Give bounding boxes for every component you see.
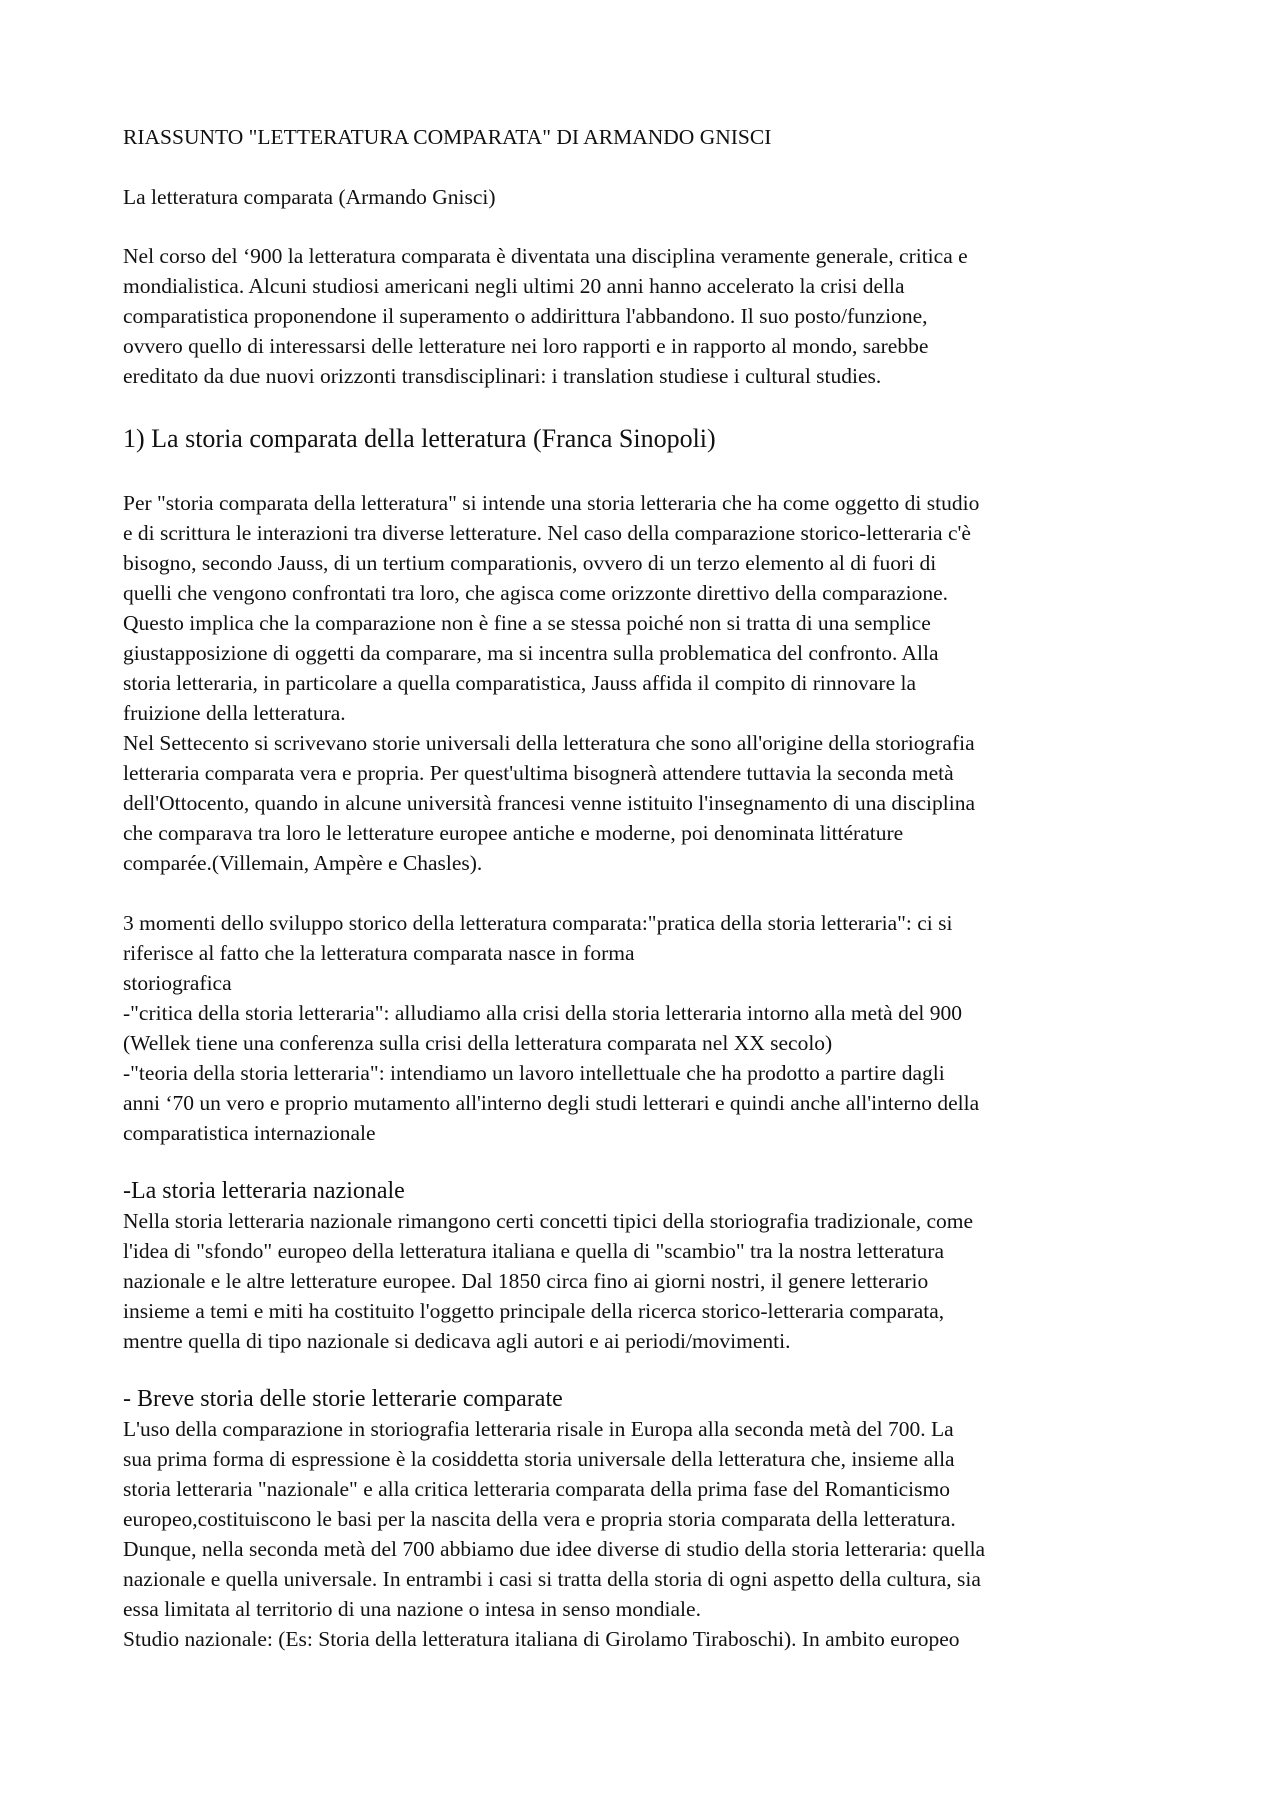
text-line: 3 momenti dello sviluppo storico della letteratura comparata:"pratica della storia letteraria": ci si (123, 911, 953, 935)
text-line: ovvero quello di interessarsi delle letterature nei loro rapporti e in rapporto al mondo, sarebbe (123, 334, 929, 358)
text-line: nazionale e quella universale. In entrambi i casi si tratta della storia di ogni aspetto della cultura, sia (123, 1567, 981, 1591)
text-line: anni ‘70 un vero e proprio mutamento all'interno degli studi letterari e quindi anche all'interno della (123, 1091, 980, 1115)
text-line: Nel corso del ‘900 la letteratura comparata è diventata una disciplina veramente generale, critica e (123, 244, 968, 268)
text-line: l'idea di "sfondo" europeo della letteratura italiana e quella di "scambio" tra la nostra letteratura (123, 1239, 945, 1263)
text-line: L'uso della comparazione in storiografia letteraria risale in Europa alla seconda metà del 700. La (123, 1417, 954, 1441)
text-line: Per "storia comparata della letteratura" si intende una storia letteraria che ha come oggetto di studio (123, 491, 980, 515)
text-line: storiografica (123, 971, 232, 995)
text-line: sua prima forma di espressione è la cosiddetta storia universale della letteratura che, insieme alla (123, 1447, 955, 1471)
text-line: fruizione della letteratura. (123, 701, 346, 725)
text-line: bisogno, secondo Jauss, di un tertium comparationis, ovvero di un terzo elemento al di fuori di (123, 551, 937, 575)
text-line: Nella storia letteraria nazionale rimangono certi concetti tipici della storiografia tradizionale, come (123, 1209, 974, 1233)
text-line: Nel Settecento si scrivevano storie universali della letteratura che sono all'origine della storiografia (123, 731, 975, 755)
section-heading: - Breve storia delle storie letterarie comparate (123, 1386, 563, 1412)
text-line: (Wellek tiene una conferenza sulla crisi della letteratura comparata nel XX secolo) (123, 1031, 833, 1055)
text-line: essa limitata al territorio di una nazione o intesa in senso mondiale. (123, 1597, 701, 1621)
text-line: -"teoria della storia letteraria": intendiamo un lavoro intellettuale che ha prodotto a partire dagli (123, 1061, 945, 1085)
text-line: giustapposizione di oggetti da comparare, ma si incentra sulla problematica del confronto. Alla (123, 641, 939, 665)
text-line: Dunque, nella seconda metà del 700 abbiamo due idee diverse di studio della storia letteraria: quella (123, 1537, 986, 1561)
text-line: Studio nazionale: (Es: Storia della letteratura italiana di Girolamo Tiraboschi). In ambito europeo (123, 1627, 960, 1651)
text-line: che comparava tra loro le letterature europee antiche e moderne, poi denominata littérature (123, 821, 904, 845)
text-line: riferisce al fatto che la letteratura comparata nasce in forma (123, 941, 635, 965)
text-line: comparatistica internazionale (123, 1121, 376, 1145)
text-line: insieme a temi e miti ha costituito l'oggetto principale della ricerca storico-letteraria comparata, (123, 1299, 945, 1323)
text-line: mondialistica. Alcuni studiosi americani negli ultimi 20 anni hanno accelerato la crisi della (123, 274, 905, 298)
text-line: dell'Ottocento, quando in alcune università francesi venne istituito l'insegnamento di una disciplina (123, 791, 976, 815)
text-line: Questo implica che la comparazione non è fine a se stessa poiché non si tratta di una semplice (123, 611, 931, 635)
text-line: nazionale e le altre letterature europee. Dal 1850 circa fino ai giorni nostri, il genere letterario (123, 1269, 929, 1293)
text-line: mentre quella di tipo nazionale si dedicava agli autori e ai periodi/movimenti. (123, 1329, 791, 1353)
text-line: letteraria comparata vera e propria. Per quest'ultima bisognerà attendere tuttavia la seconda metà (123, 761, 954, 785)
text-line: storia letteraria "nazionale" e alla critica letteraria comparata della prima fase del Romanticismo (123, 1477, 950, 1501)
text-line: storia letteraria, in particolare a quella comparatistica, Jauss affida il compito di rinnovare la (123, 671, 917, 695)
section-heading: 1) La storia comparata della letteratura (Franca Sinopoli) (123, 424, 716, 453)
text-line: europeo,costituiscono le basi per la nascita della vera e propria storia comparata della letteratura. (123, 1507, 956, 1531)
text-line: comparée.(Villemain, Ampère e Chasles). (123, 851, 483, 875)
text-line: quelli che vengono confrontati tra loro, che agisca come orizzonte direttivo della comparazione. (123, 581, 949, 605)
text-line: comparatistica proponendone il superamento o addirittura l'abbandono. Il suo posto/funzione, (123, 304, 928, 328)
document-subtitle: La letteratura comparata (Armando Gnisci) (123, 185, 496, 209)
section-heading: -La storia letteraria nazionale (123, 1178, 405, 1204)
text-line: e di scrittura le interazioni tra diverse letterature. Nel caso della comparazione storico-letteraria c'è (123, 521, 971, 545)
text-line: -"critica della storia letteraria": alludiamo alla crisi della storia letteraria intorno alla metà del 900 (123, 1001, 962, 1025)
text-line: ereditato da due nuovi orizzonti transdisciplinari: i translation studiese i cultural studies. (123, 364, 882, 388)
document-title: RIASSUNTO "LETTERATURA COMPARATA" DI ARMANDO GNISCI (123, 125, 772, 149)
